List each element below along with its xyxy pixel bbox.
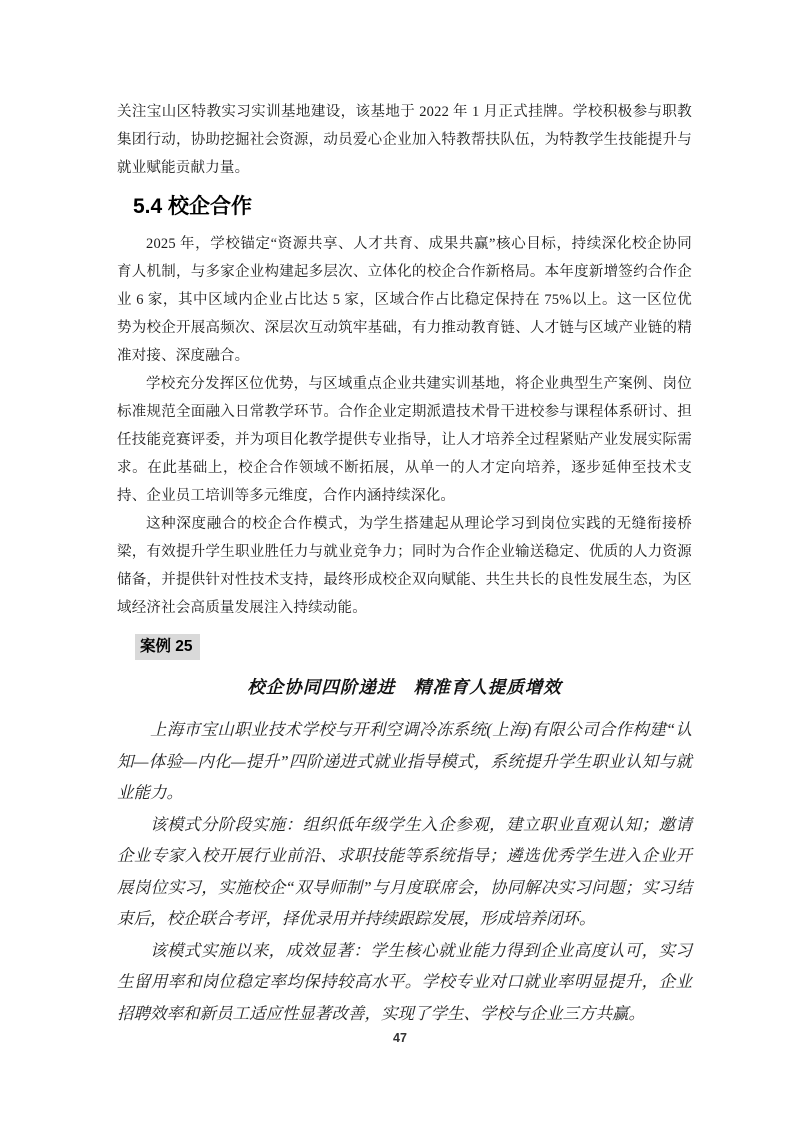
case-badge-row — [135, 634, 692, 660]
section-paragraph-2: 学校充分发挥区位优势，与区域重点企业共建实训基地，将企业典型生产案例、岗位标准规范全面融入日常教学环节。合作企业定期派遣技术骨干进校参与课程体系研讨、担任技能竞赛评委，并为项目化教学提供专业指导，让人才培养全过程紧贴产业发展实际需求。在此基础上，校企合作领域不断拓展，从单一的人才定向培养，逐步延伸至技术支持、企业员工培训等多元维度，合作内涵持续深化。 — [117, 376, 692, 504]
intro-paragraph: 关注宝山区特教实习实训基地建设，该基地于 2022 年 1 月正式挂牌。学校积极参与职教集团行动，协助挖掘社会资源，动员爱心企业加入特教帮扶队伍，为特教学生技能提升与就业赋能贡献力量。 — [117, 104, 692, 176]
section-paragraph-3: 这种深度融合的校企合作模式，为学生搭建起从理论学习到岗位实践的无缝衔接桥梁，有效提升学生职业胜任力与就业竞争力；同时为合作企业输送稳定、优质的人力资源储备，并提供针对性技术支持，最终形成校企双向赋能、共生共长的良性发展生态，为区域经济社会高质量发展注入持续动能。 — [117, 516, 692, 616]
section-paragraph-1: 2025 年，学校锚定“资源共享、人才共育、成果共赢”核心目标，持续深化校企协同育人机制，与多家企业构建起多层次、立体化的校企合作新格局。本年度新增签约合作企业 6 家，其中区域内企业占比达 5 家，区域合作占比稳定保持在 75%以上。这一区位优势为校企开展高频次、深层次互动筑牢基础，有力推动教育链、人才链与区域产业链的精准对接、深度融合。 — [117, 236, 692, 364]
case-paragraph-2: 该模式分阶段实施：组织低年级学生入企参观，建立职业直观认知；邀请企业专家入校开展行业前沿、求职技能等系统指导；遴选优秀学生进入企业开展岗位实习，实施校企“双导师制”与月度联席会，协同解决实习问题；实习结束后，校企联合考评，择优录用并持续跟踪发展，形成培养闭环。 — [117, 814, 692, 928]
case-badge: 案例 25 — [135, 634, 200, 660]
case-paragraph-3: 该模式实施以来，成效显著：学生核心就业能力得到企业高度认可，实习生留用率和岗位稳定率均保持较高水平。学校专业对口就业率明显提升，企业招聘效率和新员工适应性显著改善，实现了学生、学校与企业三方共赢。 — [117, 940, 692, 1023]
page-number: 47 — [393, 1031, 407, 1045]
page-content — [117, 98, 692, 1029]
case-paragraph-1: 上海市宝山职业技术学校与开利空调冷冻系统(上海)有限公司合作构建“认知—体验—内化—提升”四阶递进式就业指导模式，系统提升学生职业认知与就业能力。 — [117, 720, 692, 802]
section-heading: 5.4 校企合作 — [133, 195, 253, 218]
case-title: 校企协同四阶递进 精准育人提质增效 — [247, 677, 562, 697]
